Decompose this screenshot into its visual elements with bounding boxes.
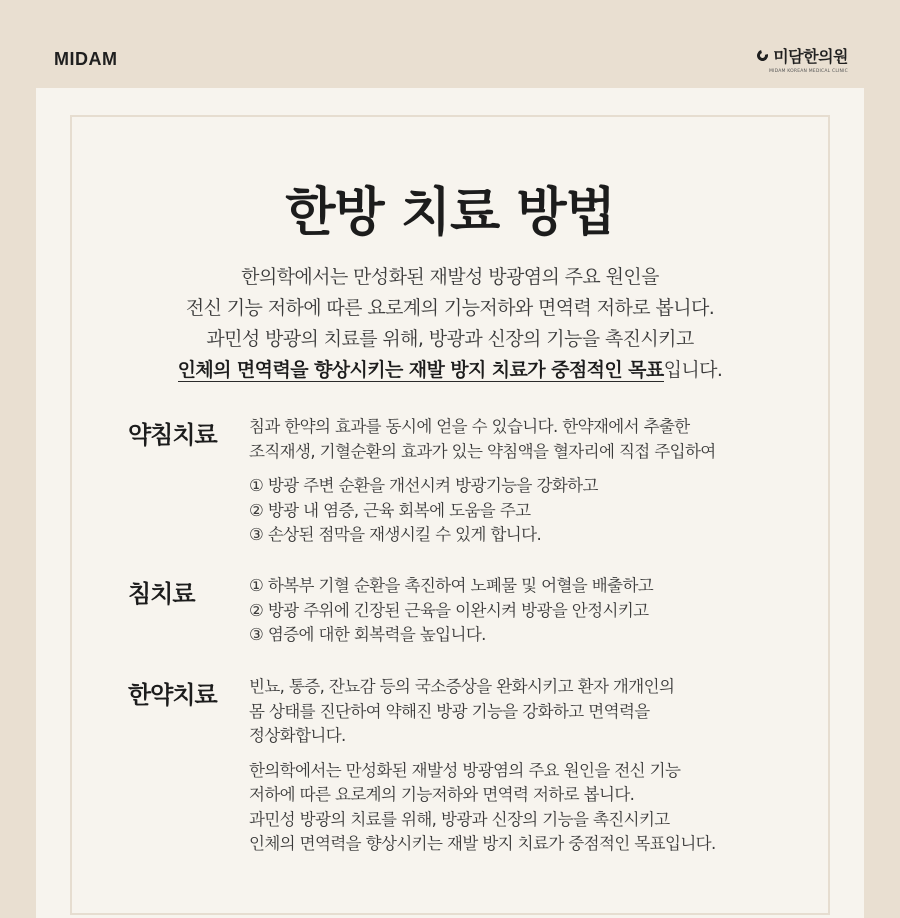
body-line: 인체의 면역력을 향상시키는 재발 방지 치료가 중점적인 목표입니다. <box>249 834 716 853</box>
body-line: 정상화합니다. <box>249 726 346 745</box>
intro-highlight: 인체의 면역력을 향상시키는 재발 방지 치료가 중점적인 목표 <box>177 359 664 381</box>
intro-line-end: 입니다. <box>663 359 723 381</box>
list-item: ② 방광 내 염증, 근육 회복에 도움을 주고 <box>249 500 531 520</box>
intro-line <box>0 355 900 386</box>
list-item: ① 방광 주변 순환을 개선시켜 방광기능을 강화하고 <box>249 476 598 495</box>
section-body <box>249 675 829 857</box>
section-body <box>249 574 829 648</box>
intro-line: 전신 기능 저하에 따른 요로계의 기능저하와 면역력 저하로 봅니다. <box>185 297 715 319</box>
intro-line: 과민성 방광의 치료를 위해, 방광과 신장의 기능을 촉진시키고 <box>206 328 694 350</box>
list-item: ① 하복부 기혈 순환을 촉진하여 노폐물 및 어혈을 배출하고 <box>249 576 654 595</box>
clinic-name: 미담한의원 <box>773 47 848 66</box>
clinic-subtitle: MIDAM KOREAN MEDICAL CLINIC <box>769 69 848 74</box>
intro-line: 한의학에서는 만성화된 재발성 방광염의 주요 원인을 <box>241 266 659 288</box>
section-body <box>249 415 829 548</box>
body-line: 과민성 방광의 치료를 위해, 방광과 신장의 기능을 촉진시키고 <box>249 809 670 829</box>
body-line: 조직재생, 기혈순환의 효과가 있는 약침액을 혈자리에 직접 주입하여 <box>249 441 716 461</box>
logo-ring-icon <box>755 48 770 63</box>
brand-wordmark: MIDAM <box>54 49 118 69</box>
list-item: ③ 염증에 대한 회복력을 높입니다. <box>249 625 486 644</box>
list-item: ② 방광 주위에 긴장된 근육을 이완시켜 방광을 안정시키고 <box>249 600 649 620</box>
list-item: ③ 손상된 점막을 재생시킬 수 있게 합니다. <box>249 525 542 544</box>
section-label: 침치료 <box>128 580 195 608</box>
body-line: 빈뇨, 통증, 잔뇨감 등의 국소증상을 완화시키고 환자 개개인의 <box>249 677 675 696</box>
body-line: 침과 한약의 효과를 동시에 얻을 수 있습니다. 한약재에서 추출한 <box>249 417 690 436</box>
section-label: 한약치료 <box>128 681 217 709</box>
body-line: 한의학에서는 만성화된 재발성 방광염의 주요 원인을 전신 기능 <box>249 760 681 780</box>
clinic-logo <box>757 44 848 74</box>
body-line: 몸 상태를 진단하여 약해진 방광 기능을 강화하고 면역력을 <box>249 701 650 721</box>
section-label: 약침치료 <box>128 421 217 449</box>
body-line: 저하에 따른 요로계의 기능저하와 면역력 저하로 봅니다. <box>249 785 635 804</box>
page-title: 한방 치료 방법 <box>285 183 615 243</box>
intro-paragraph <box>0 262 900 386</box>
